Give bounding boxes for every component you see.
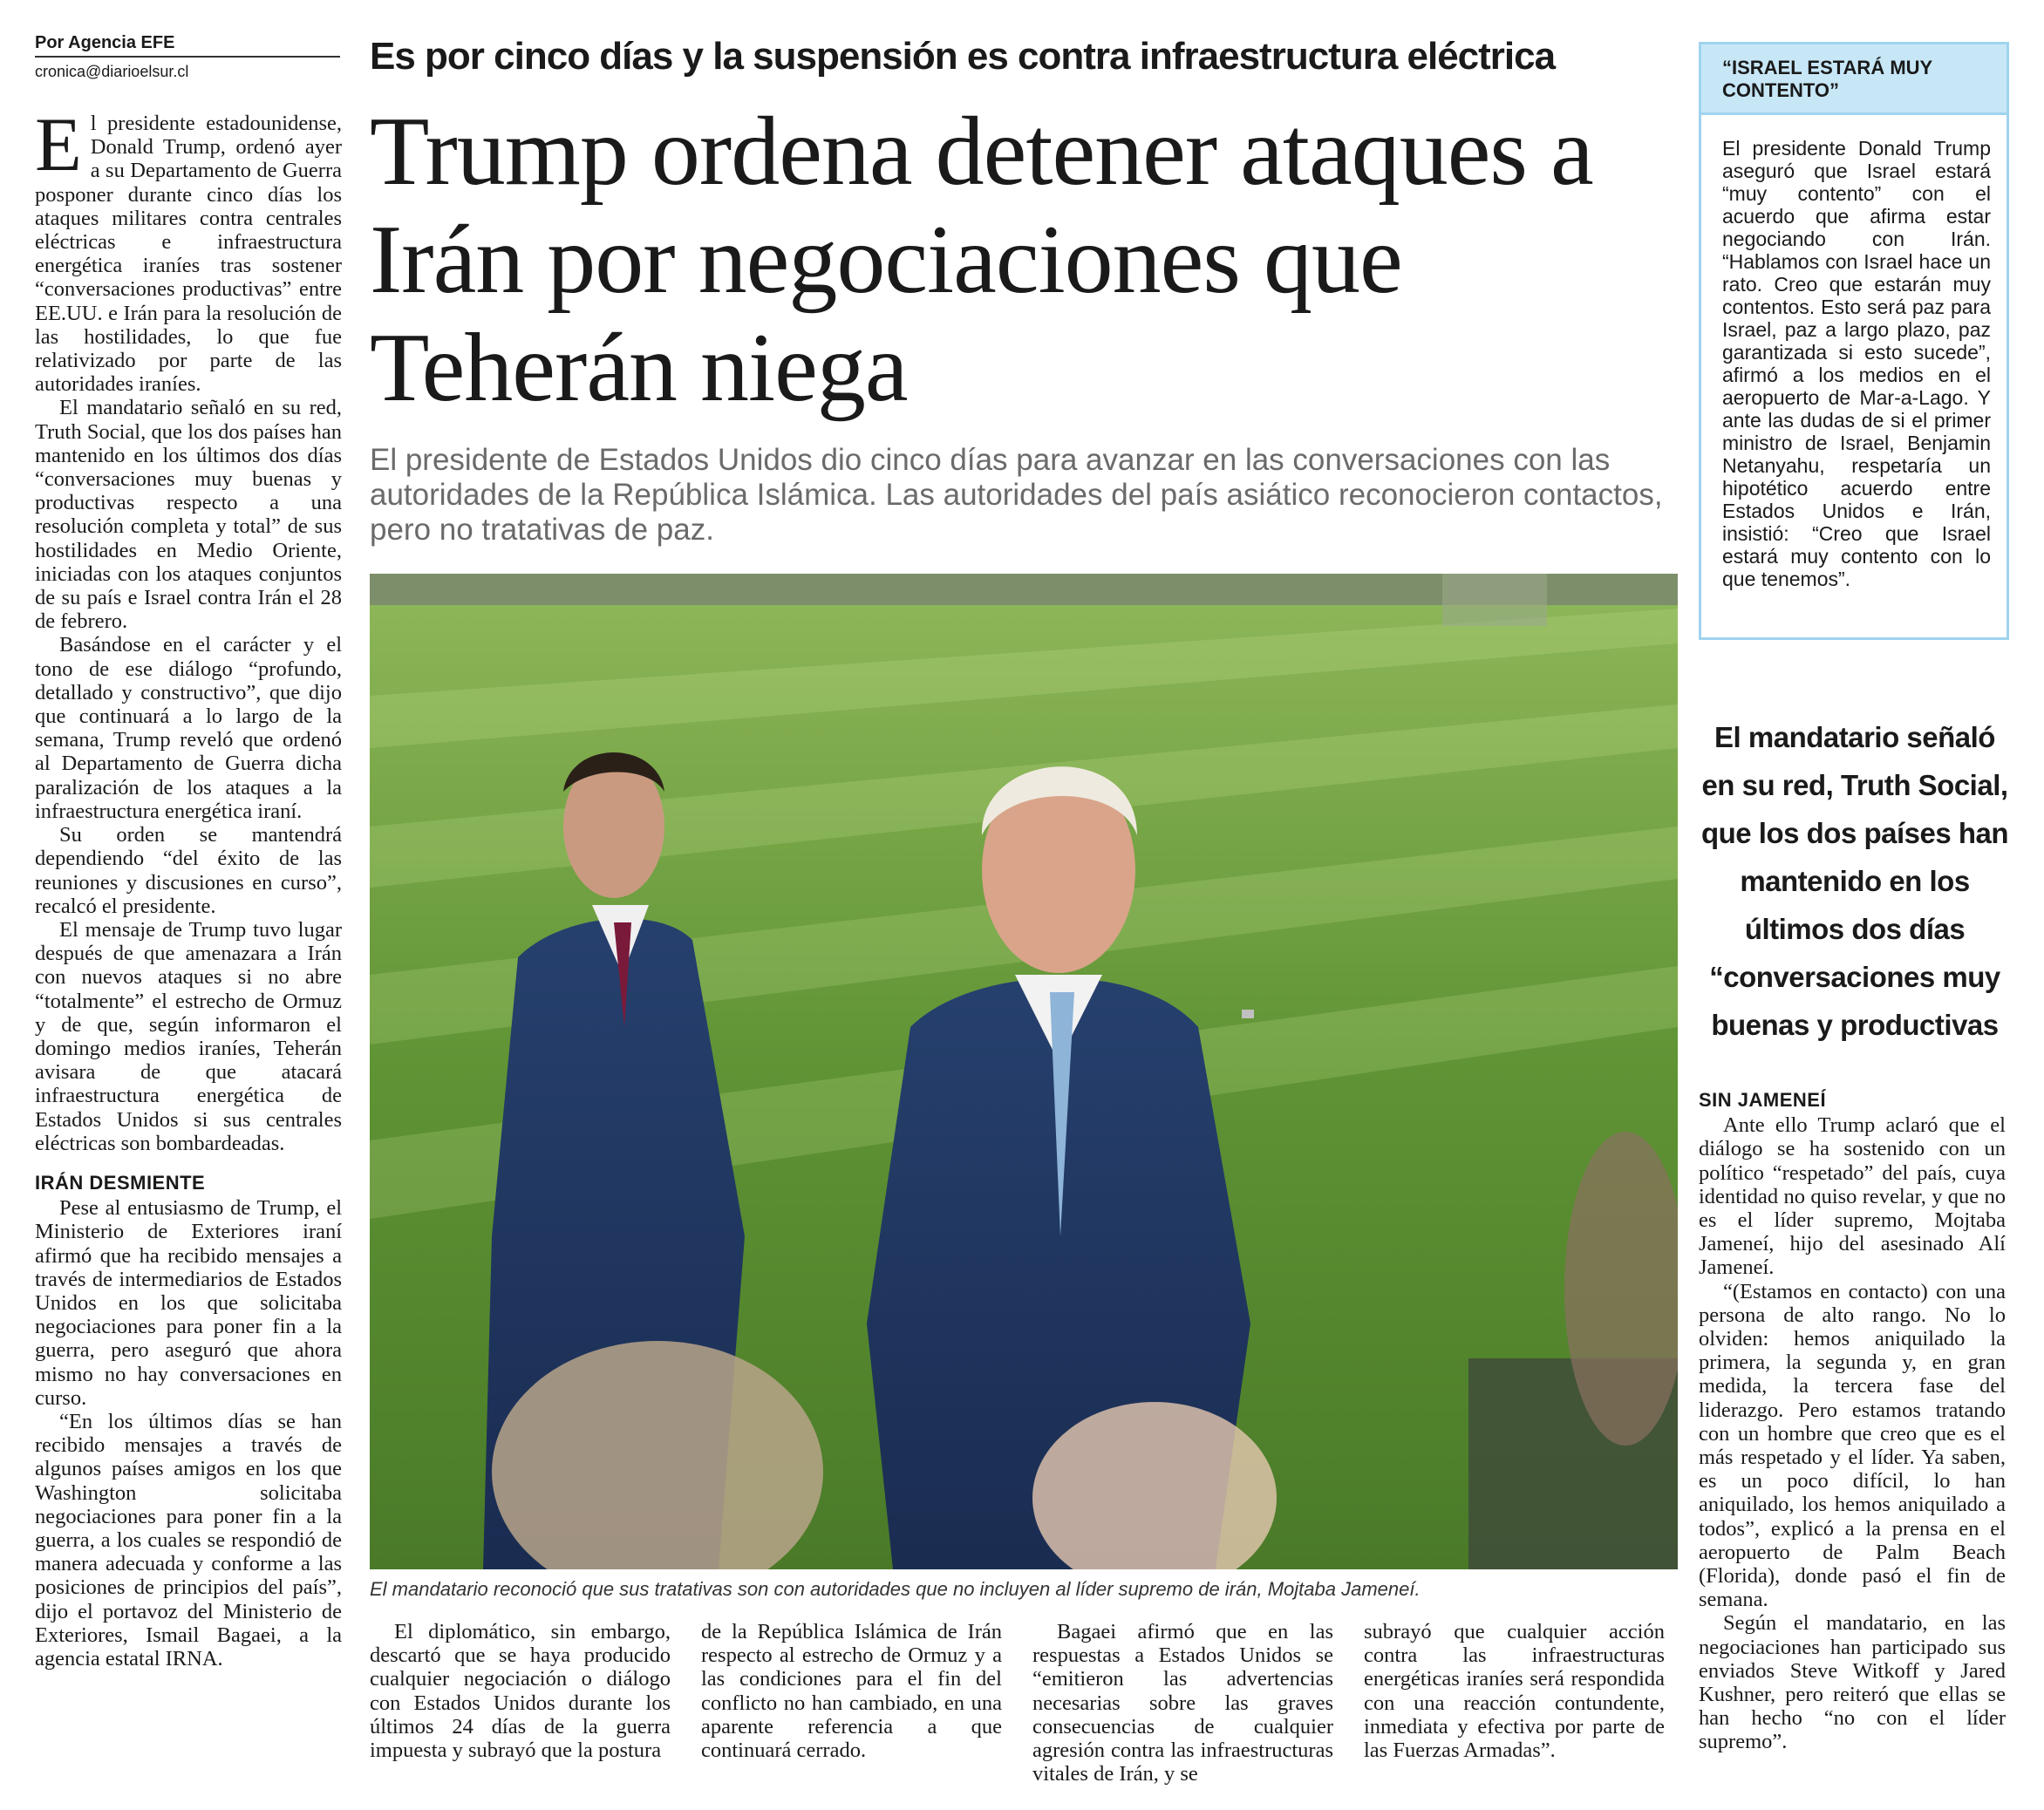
left-paragraph-2: El mandatario señaló en su red, Truth Social, que los dos países han mantenido en los últimos dos días “conversaciones muy buenas y productivas respecto a una resolución completa y total” de sus hostilidades en Medio Oriente, iniciadas con los ataques conjuntos de su país e Israel contra Irán el 28 de febrero. [35,396,342,634]
sidebar-body: El presidente Donald Trump aseguró que Israel estará “muy contento” con el acuerdo que afirma estar negociando con Irán. “Hablamos con Israel hace un rato. Creo que estarán muy contentos. Esto será paz para Israel, paz a largo plazo, paz garantizada si esto sucede”, afirmó a los medios en el aeropuerto de Mar-a-Lago. Y ante las dudas de si el primer ministro de Israel, Benjamin Netanyahu, respetaría un hipotético acuerdo entre Estados Unidos e Irán, insistió: “Creo que Israel estará muy contento con lo que tenemos”. [1722,137,1991,590]
deck: El presidente de Estados Unidos dio cinco días para avanzar en las conversaciones con las autoridades de la República Islámica. Las autoridades del país asiático reconocieron contactos, pero no tratativas de paz. [370,443,1663,547]
left-subhead: IRÁN DESMIENTE [35,1171,206,1194]
bottom-column-1 [370,1620,671,1762]
left-paragraph-3: Basándose en el carácter y el tono de ese diálogo “profundo, detallado y constructivo”, que dijo que continuará a lo largo de la semana, Trump reveló que ordenó al Departamento de Guerra dicha paralización de los ataques a la infraestructura energética iraní. [35,633,342,823]
byline-author: Por Agencia EFE [35,33,175,52]
left-paragraph-4: Su orden se mantendrá dependiendo “del éxito de las reuniones y discusiones en curso”, recalcó el presidente. [35,823,342,918]
byline-divider [35,56,340,58]
byline-email: cronica@diarioelsur.cl [35,63,189,80]
right-paragraph-3: Según el mandatario, en las negociaciones han participado sus enviados Steve Witkoff y Jared Kushner, pero reiteró que ellas se han hecho “no con el líder supremo”. [1699,1611,2006,1754]
bottom-column-4 [1364,1620,1665,1762]
pull-quote: El mandatario señaló en su red, Truth Social, que los dos países han mantenido en los últimos dos días “conversaciones muy buenas y productivas [1700,721,2009,1041]
bottom-paragraph-2: de la República Islámica de Irán respecto al estrecho de Ormuz y a las condiciones para el fin del conflicto no han cambiado, en una aparente referencia a que continuará cerrado. [701,1620,1002,1763]
left-column [35,103,342,1671]
bottom-column-2 [701,1620,1002,1762]
kicker: Es por cinco días y la suspensión es contra infraestructura eléctrica [370,35,1556,78]
bottom-column-3 [1032,1620,1333,1786]
dropcap: E [35,103,82,187]
left-paragraph-6: Pese al entusiasmo de Trump, el Ministerio de Exteriores iraní afirmó que ha recibido mensajes a través de intermediarios de Estados Unidos en los que solicitaba negociaciones para poner fin a la guerra, pero aseguró que ahora mismo no hay conversaciones en curso. [35,1196,342,1410]
right-paragraph-2: “(Estamos en contacto) con una persona de alto rango. No lo olviden: hemos aniquilado la primera, la segunda y, en gran medida, la tercera fase del liderazgo. Pero estamos tratando con un hombre que creo que es el más respetado y el líder. Ya saben, es un poco difícil, lo han aniquilado, los hemos aniquilado a todos”, explicó a la prensa en el aeropuerto de Palm Beach (Florida), donde pasó el fin de semana. [1699,1279,2006,1612]
right-subhead: SIN JAMENEÍ [1699,1089,1827,1111]
left-paragraph-7: “En los últimos días se han recibido mensajes a través de algunos países amigos en los que Washington solicitaba negociaciones para poner fin a la guerra, a los cuales se respondió de manera adecuada y conforme a las posiciones de principios del país”, dijo el portavoz del Ministerio de Exteriores, Ismail Bagaei, a la agencia estatal IRNA. [35,1409,342,1671]
sidebar-box [1699,42,2009,640]
news-photo [370,574,1678,1569]
left-paragraph-1 [35,103,342,397]
left-paragraph-1-text: l presidente estadounidense, Donald Trump, ordenó ayer a su Departamento de Guerra posponer durante cinco días los ataques militares contra centrales eléctricas e infraestructura energética iraníes tras sostener “conversaciones productivas” entre EE.UU. e Irán para la resolución de las hostilidades, lo que fue relativizado por parte de las autoridades iraníes. [35,112,342,397]
photo-caption: El mandatario reconoció que sus tratativas son con autoridades que no incluyen al líder supremo de irán, Mojtaba Jameneí. [370,1578,1421,1600]
right-paragraph-1: Ante ello Trump aclaró que el diálogo se ha sostenido con un político “respetado” del país, cuya identidad no quiso revelar, y que no es el líder supremo, Mojtaba Jameneí, hijo del asesinado Alí Jameneí. [1699,1113,2006,1280]
bottom-paragraph-4: subrayó que cualquier acción contra las infraestructuras energéticas iraníes será respondida con una reacción contundente, inmediata y efectiva por parte de las Fuerzas Armadas”. [1364,1620,1665,1763]
bottom-paragraph-1: El diplomático, sin embargo, descartó que se haya producido cualquier negociación o diálogo con Estados Unidos durante los últimos 24 días de la guerra impuesta y subrayó que la postura [370,1620,671,1763]
bottom-paragraph-3: Bagaei afirmó que en las respuestas a Estados Unidos se “emitieron las advertencias necesarias sobre las graves consecuencias de cualquier agresión contra las infraestructuras vitales de Irán, y se [1032,1620,1333,1786]
sidebar-title: “ISRAEL ESTARÁ MUY CONTENTO” [1722,57,1932,101]
headline: Trump ordena detener ataques a Irán por negociaciones que Teherán niega [370,98,1593,422]
right-column [1699,1088,2006,1754]
left-paragraph-5: El mensaje de Trump tuvo lugar después de que amenazara a Irán con nuevos ataques si no abre “totalmente” el estrecho de Ormuz y de que, según informaron el domingo medios iraníes, Teherán avisara de que atacará infraestructura energética de Estados Unidos si sus centrales eléctricas son bombardeadas. [35,917,342,1155]
photo-illustration [370,574,1678,1569]
